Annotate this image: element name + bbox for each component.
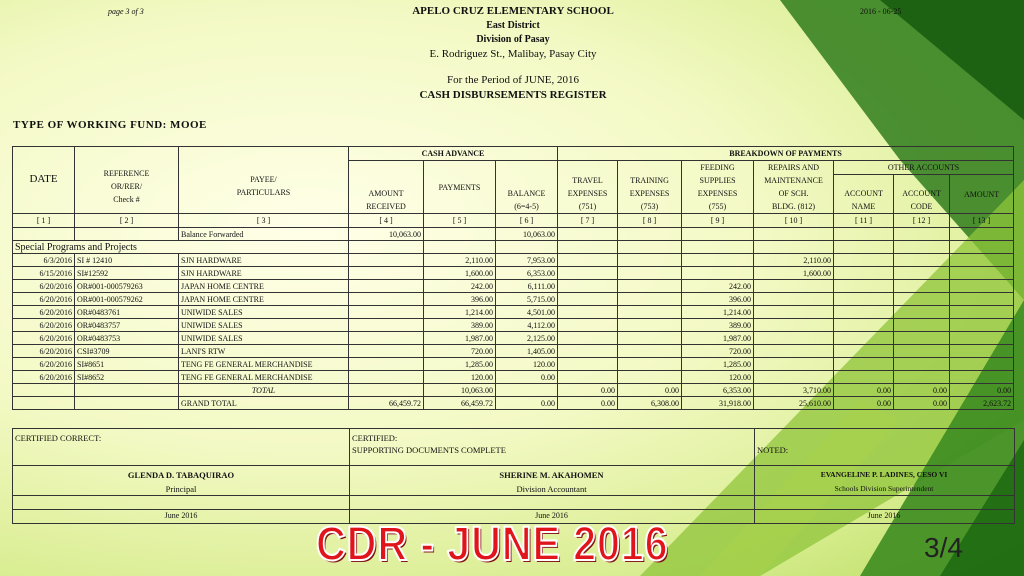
table-row: 6/20/2016 SI#8651 TENG FE GENERAL MERCHANDISE 1,285.00 120.00 1,285.00	[13, 358, 1014, 371]
col-date: DATE	[13, 147, 75, 214]
accountant-role: Division Accountant	[516, 484, 587, 494]
column-numbers: [ 1 ] [ 2 ] [ 3 ] [ 4 ] [ 5 ] [ 6 ] [ 7 ] [ 8 ] [ 9 ] [ 10 ] [ 11 ] [ 12 ] [ 13 ]	[13, 214, 1014, 228]
balance-forwarded-row: Balance Forwarded 10,063.00 10,063.00	[13, 228, 1014, 241]
table-row: 6/20/2016 SI#8652 TENG FE GENERAL MERCHANDISE 120.00 0.00 120.00	[13, 371, 1014, 384]
table-row: 6/3/2016 SI # 12410 SJN HARDWARE 2,110.00 7,953.00 2,110.00	[13, 254, 1014, 267]
fund-type: TYPE OF WORKING FUND: MOOE	[13, 119, 207, 131]
school-name: APELO CRUZ ELEMENTARY SCHOOL	[412, 5, 614, 17]
total-row: TOTAL 10,063.00 0.00 0.00 6,353.00 3,710.00 0.00 0.00 0.00	[13, 384, 1014, 397]
col-payee: PAYEE/ PARTICULARS	[179, 147, 349, 214]
col-breakdown: BREAKDOWN OF PAYMENTS	[558, 147, 1014, 161]
grand-total-row: GRAND TOTAL 66,459.72 66,459.72 0.00 0.00 6,308.00 31,918.00 25,610.00 0.00 0.00 2,623.72	[13, 397, 1014, 410]
principal-name: GLENDA D. TABAQUIRAO	[127, 470, 235, 480]
table-row: 6/15/2016 SI#12592 SJN HARDWARE 1,600.00 6,353.00 1,600.00	[13, 267, 1014, 280]
signature-block	[12, 428, 1015, 524]
address: E. Rodriguez St., Malibay, Pasay City	[429, 48, 597, 60]
col-account-name: ACCOUNT NAME	[834, 175, 894, 214]
col-reference: REFERENCE OR/RER/ Check #	[75, 147, 179, 214]
col-travel: TRAVEL EXPENSES (751)	[558, 161, 618, 214]
superintendent-role: Schools Division Superintendent	[834, 484, 934, 493]
report-date: 2016 - 06-25	[860, 7, 902, 16]
col-account-code: ACCOUNT CODE	[894, 175, 950, 214]
period: For the Period of JUNE, 2016	[447, 74, 579, 86]
table-row: 6/20/2016 OR#001-000579263 JAPAN HOME CENTRE 242.00 6,111.00 242.00	[13, 280, 1014, 293]
slide-banner-title: CDR - JUNE 2016	[316, 518, 669, 571]
table-row: 6/20/2016 OR#0483757 UNIWIDE SALES 389.00 4,112.00 389.00	[13, 319, 1014, 332]
principal-role: Principal	[165, 484, 197, 494]
col-amount-received: AMOUNT RECEIVED	[349, 161, 424, 214]
page-indicator: page 3 of 3	[108, 7, 144, 16]
col-training: TRAINING EXPENSES (753)	[618, 161, 682, 214]
table-row: 6/20/2016 OR#0483753 UNIWIDE SALES 1,987.00 2,125.00 1,987.00	[13, 332, 1014, 345]
col-feeding: FEEDING SUPPLIES EXPENSES (755)	[682, 161, 754, 214]
certified-label: CERTIFIED:	[352, 433, 398, 443]
col-other-accounts: OTHER ACCOUNTS	[834, 161, 1014, 175]
register-table	[12, 146, 1014, 410]
col-repairs: REPAIRS AND MAINTENANCE OF SCH. BLDG. (812)	[754, 161, 834, 214]
district: East District	[486, 20, 540, 31]
register-title: CASH DISBURSEMENTS REGISTER	[419, 89, 607, 101]
table-row: 6/20/2016 CSI#3709 LANI'S RTW 720.00 1,405.00 720.00	[13, 345, 1014, 358]
supporting-docs-label: SUPPORTING DOCUMENTS COMPLETE	[352, 445, 506, 455]
table-body	[13, 228, 1014, 410]
col-amount: AMOUNT	[950, 175, 1014, 214]
certified-correct-label: CERTIFIED CORRECT:	[15, 433, 102, 443]
slide-number: 3/4	[924, 532, 963, 563]
principal-date: June 2016	[164, 511, 198, 520]
col-cash-advance: CASH ADVANCE	[349, 147, 558, 161]
accountant-date: June 2016	[535, 511, 568, 520]
table-row: 6/20/2016 OR#001-000579262 JAPAN HOME CENTRE 396.00 5,715.00 396.00	[13, 293, 1014, 306]
superintendent-name: EVANGELINE P. LADINES, CESO VI	[820, 470, 948, 479]
table-row: 6/20/2016 OR#0483761 UNIWIDE SALES 1,214.00 4,501.00 1,214.00	[13, 306, 1014, 319]
accountant-name: SHERINE M. AKAHOMEN	[499, 470, 604, 480]
col-balance: BALANCE (6=4-5)	[496, 161, 558, 214]
col-payments: PAYMENTS	[424, 161, 496, 214]
section-row: Special Programs and Projects	[13, 241, 1014, 254]
noted-label: NOTED:	[757, 445, 789, 455]
table-header	[13, 147, 1014, 228]
division: Division of Pasay	[476, 34, 550, 45]
superintendent-date: June 2016	[867, 511, 901, 520]
